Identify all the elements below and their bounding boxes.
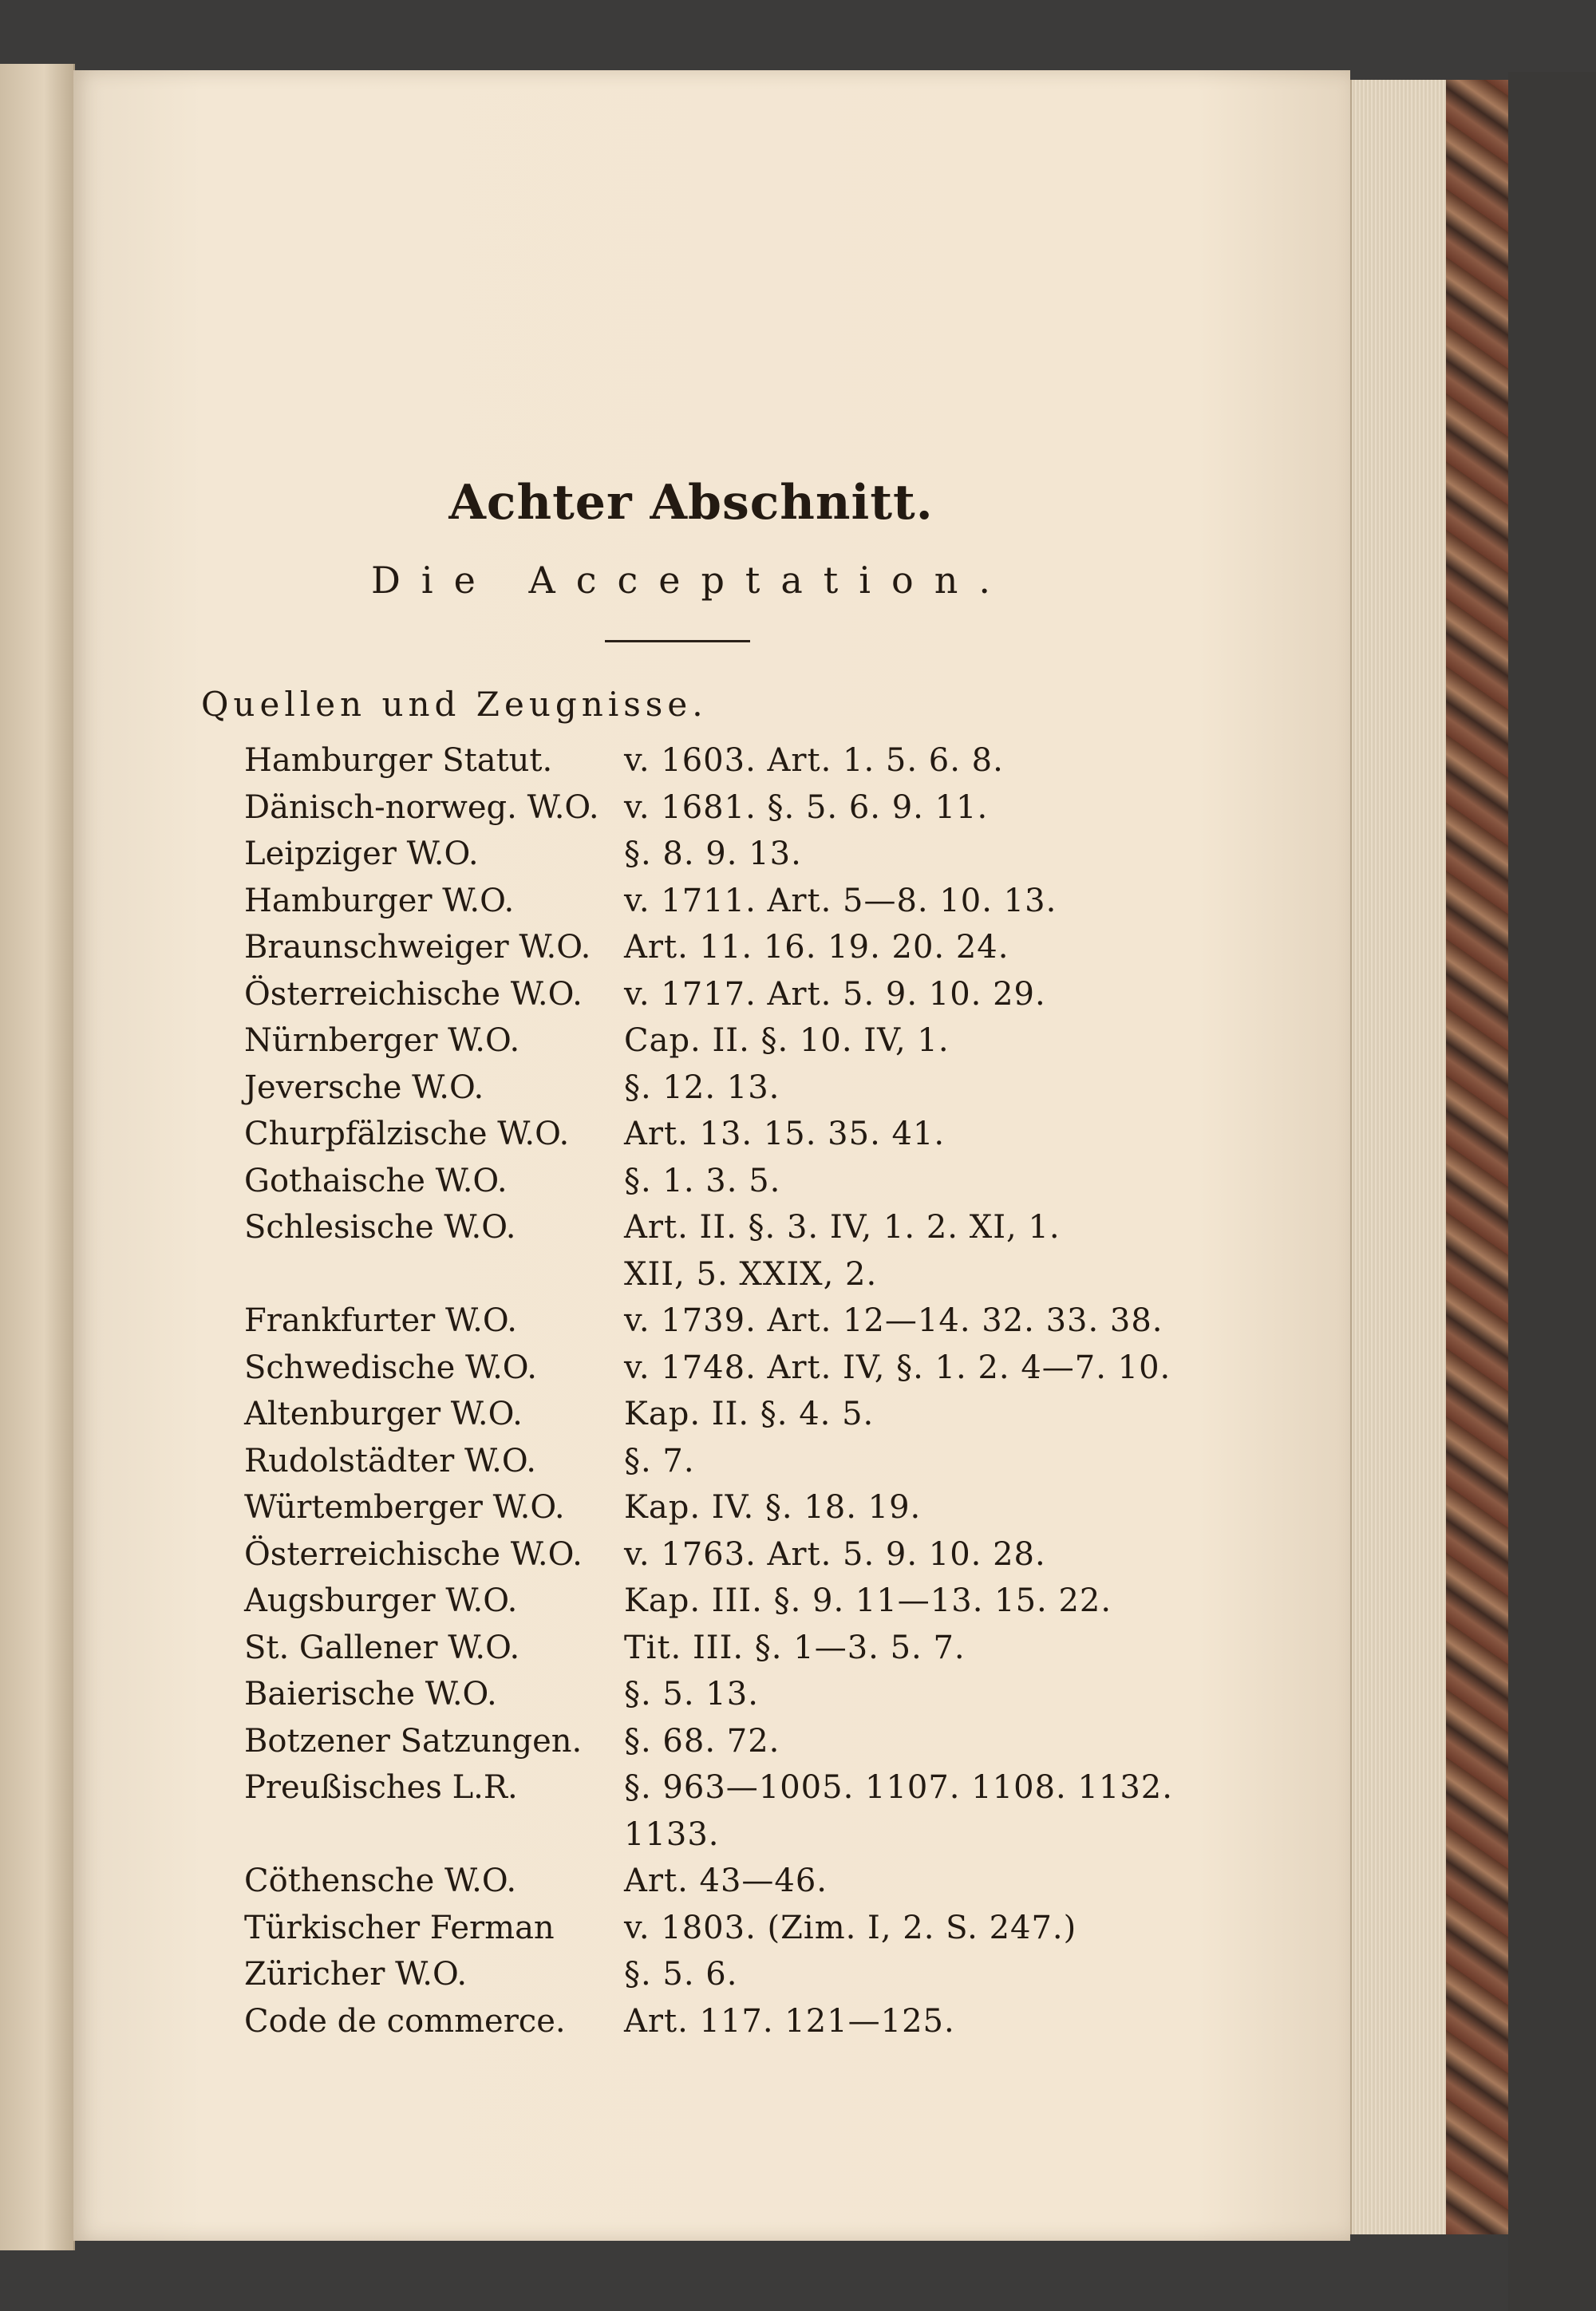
source-reference-continued: XII, 5. XXIX, 2.: [624, 1255, 878, 1293]
source-name: Baierische W.O.: [244, 1676, 497, 1713]
source-name: Dänisch-norweg. W.O.: [244, 788, 599, 826]
source-reference: v. 1681. §. 5. 6. 9. 11.: [624, 788, 989, 826]
source-reference: v. 1717. Art. 5. 9. 10. 29.: [624, 975, 1046, 1013]
source-name: Schlesische W.O.: [244, 1209, 516, 1246]
source-reference: §. 68. 72.: [624, 1722, 780, 1760]
source-reference: v. 1603. Art. 1. 5. 6. 8.: [624, 742, 1004, 779]
source-reference: v. 1748. Art. IV, §. 1. 2. 4—7. 10.: [624, 1349, 1171, 1386]
source-reference: Art. 43—46.: [624, 1863, 828, 1899]
source-name: Rudolstädter W.O.: [244, 1442, 536, 1479]
source-reference: v. 1711. Art. 5—8. 10. 13.: [624, 882, 1057, 919]
source-reference: §. 12. 13.: [624, 1069, 780, 1106]
source-name: Frankfurter W.O.: [244, 1302, 517, 1339]
source-reference: Kap. IV. §. 18. 19.: [624, 1489, 922, 1526]
source-name: Augsburger W.O.: [244, 1582, 518, 1619]
section-subtitle: Die Acceptation.: [371, 559, 1011, 602]
source-name: Jeversche W.O.: [244, 1069, 484, 1106]
source-reference: v. 1739. Art. 12—14. 32. 33. 38.: [624, 1302, 1163, 1339]
source-reference: §. 8. 9. 13.: [624, 836, 802, 872]
source-name: Code de commerce.: [244, 2002, 566, 2040]
source-reference: §. 963—1005. 1107. 1108. 1132.: [624, 1769, 1173, 1806]
source-name: Gothaische W.O.: [244, 1162, 508, 1199]
sources-heading: Quellen und Zeugnisse.: [201, 685, 708, 724]
source-name: Churpfälzische W.O.: [244, 1116, 570, 1152]
source-name: Österreichische W.O.: [244, 975, 583, 1013]
source-name: Türkischer Ferman: [244, 1909, 555, 1946]
source-name: Hamburger Statut.: [244, 742, 553, 779]
source-reference: Kap. II. §. 4. 5.: [624, 1396, 875, 1432]
source-reference: Art. 117. 121—125.: [624, 2002, 955, 2040]
source-name: Hamburger W.O.: [244, 882, 515, 919]
source-reference: v. 1803. (Zim. I, 2. S. 247.): [624, 1909, 1077, 1946]
source-name: Österreichische W.O.: [244, 1535, 583, 1573]
source-name: Leipziger W.O.: [244, 836, 479, 872]
source-name: Cöthensche W.O.: [244, 1863, 517, 1899]
source-name: Preußisches L.R.: [244, 1769, 518, 1806]
source-name: Züricher W.O.: [244, 1956, 468, 1993]
source-reference: §. 5. 6.: [624, 1956, 738, 1993]
source-name: Schwedische W.O.: [244, 1349, 537, 1386]
source-reference: §. 1. 3. 5.: [624, 1162, 781, 1199]
source-name: St. Gallener W.O.: [244, 1629, 520, 1666]
source-name: Würtemberger W.O.: [244, 1489, 565, 1526]
source-reference: Cap. II. §. 10. IV, 1.: [624, 1022, 950, 1059]
source-reference: Art. II. §. 3. IV, 1. 2. XI, 1.: [624, 1209, 1061, 1246]
source-reference: §. 7.: [624, 1442, 695, 1479]
source-name: Altenburger W.O.: [244, 1396, 523, 1432]
source-reference: §. 5. 13.: [624, 1676, 759, 1713]
source-reference-continued: 1133.: [624, 1815, 720, 1853]
section-title: Achter Abschnitt.: [448, 475, 934, 531]
divider-rule: [605, 640, 750, 642]
source-reference: v. 1763. Art. 5. 9. 10. 28.: [624, 1535, 1046, 1573]
source-reference: Tit. III. §. 1—3. 5. 7.: [624, 1629, 966, 1666]
source-name: Botzener Satzungen.: [244, 1722, 583, 1760]
source-reference: Art. 13. 15. 35. 41.: [624, 1116, 946, 1152]
source-reference: Art. 11. 16. 19. 20. 24.: [624, 929, 1009, 966]
source-name: Braunschweiger W.O.: [244, 929, 591, 966]
source-name: Nürnberger W.O.: [244, 1022, 520, 1059]
source-reference: Kap. III. §. 9. 11—13. 15. 22.: [624, 1582, 1112, 1619]
